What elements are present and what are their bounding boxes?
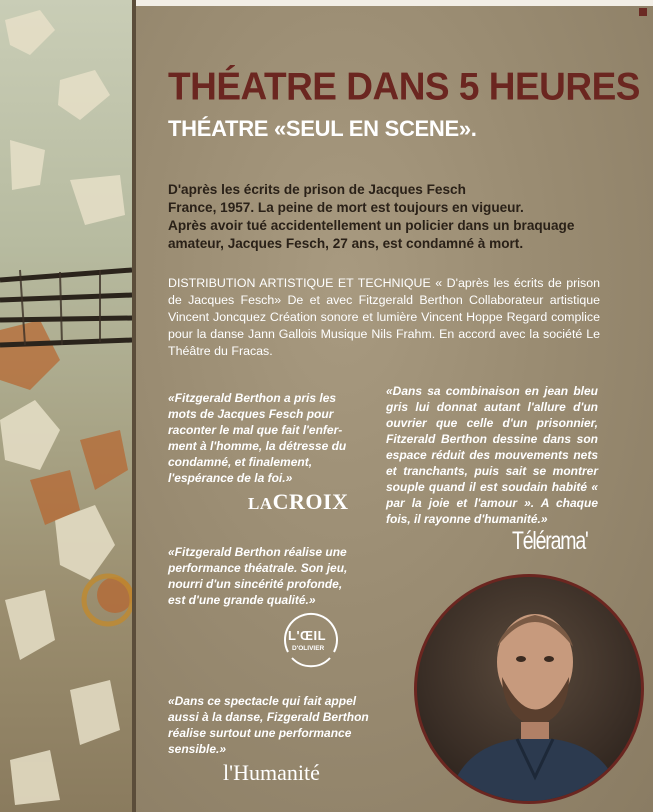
- actor-portrait: [414, 574, 644, 804]
- distribution-text: DISTRIBUTION ARTISTIQUE ET TECHNIQUE « D'après les écrits de prison de Jacques Fesch» De et avec Fitzgerald Berthon Collaborateur artistique Vincent Joncquez Création sonore et lumière Vincent Hoppe Regard complice pour la danse Jann Gallois Musique Nils Frahm. En accord avec la société Le Théâtre du Fracas.: [168, 276, 600, 358]
- quote-telerama: «Dans sa combinaison en jean bleu gris lui donnat autant l'allure d'un ouvrier que celle d'un prisonnier, Fitzerald Berthon dessine dans son espace réduit des mouvements nets et tranchants, puis sait se montrer souple quand il est soudain habité « par la joie et l'amour ». A chaque fois, il rayonne d'humanité.»: [386, 384, 598, 526]
- intro-line: amateur, Jacques Fesch, 27 ans, est condamné à mort.: [168, 236, 524, 251]
- page-title: THÉATRE DANS 5 HEURES: [168, 64, 640, 108]
- quote-humanite: «Dans ce spectacle qui fait appel aussi à la danse, Fizgerald Berthon réalise surtout une performance sensible.»: [168, 694, 369, 756]
- intro-line: France, 1957. La peine de mort est toujours en vigueur.: [168, 200, 524, 215]
- oeil-olivier-logo: L'ŒIL D'OLIVIER: [280, 612, 342, 674]
- wall-texture: [0, 0, 132, 812]
- corner-marker: [639, 8, 647, 16]
- intro-text: [168, 181, 608, 253]
- page-subtitle: THÉATRE «SEUL EN SCENE».: [168, 116, 477, 141]
- humanite-logo: l'Humanité: [223, 760, 320, 785]
- top-strip: [136, 0, 653, 6]
- intro-line: D'après les écrits de prison de Jacques Fesch: [168, 182, 466, 197]
- quote-la-croix: «Fitzgerald Berthon a pris les mots de Jacques Fesch pour raconter le mal que fait l'enfer-ment à l'homme, la détresse du condamné, et finalement, l'espérance de la foi.»: [168, 391, 347, 485]
- man-looking-up-icon: [417, 577, 644, 804]
- la-croix-logo: LACROIX: [248, 489, 349, 514]
- intro-line: Après avoir tué accidentellement un policier dans un braquage: [168, 218, 575, 233]
- oeil-circle-icon: [280, 612, 342, 674]
- quote-oeil-olivier: «Fitzgerald Berthon réalise une performance théatrale. Son jeu, nourri d'un sincérité profonde, est d'une grande qualité.»: [168, 545, 348, 607]
- telerama-logo: Télérama': [512, 527, 588, 555]
- peeling-wall-image: [0, 0, 132, 812]
